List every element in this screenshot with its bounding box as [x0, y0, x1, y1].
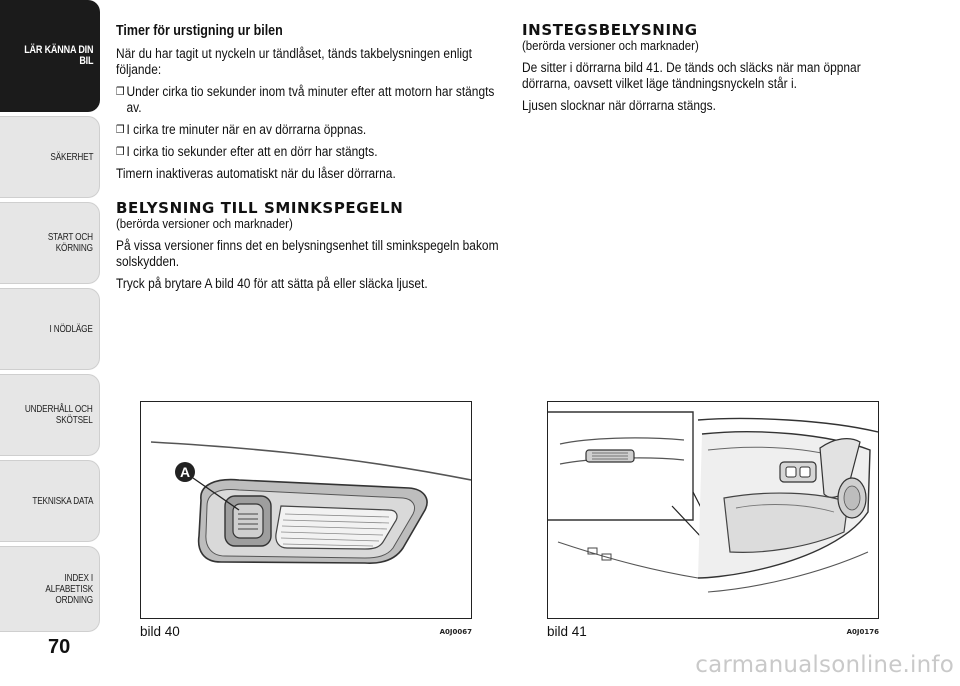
callout-a-label: A [179, 464, 191, 480]
section-title-entry-lights: INSTEGSBELYSNING [522, 21, 698, 39]
watermark: carmanualsonline.info [695, 652, 954, 678]
figure-frame [140, 401, 472, 619]
figure-code: A0J0176 [846, 628, 879, 636]
mirror-paragraph: Tryck på brytare A bild 40 för att sätta på eller släcka ljuset. [116, 276, 428, 291]
left-column [116, 22, 502, 298]
window-switch-panel [780, 462, 816, 482]
timer-outro: Timern inaktiveras automatiskt när du låser dörrarna. [116, 166, 396, 181]
tab-label: TEKNISKA DATA [32, 495, 93, 507]
chapter-tabs [0, 0, 100, 640]
entry-paragraph: Ljusen slocknar när dörrarna stängs. [522, 98, 716, 113]
bullet-icon: ❒ [116, 85, 125, 98]
vanity-mirror-light-illustration [141, 402, 472, 619]
door-courtesy-light-illustration [548, 402, 879, 619]
tab-label: SÄKERHET [50, 151, 93, 163]
timer-heading: Timer för urstigning ur bilen [116, 23, 283, 39]
page-number: 70 [48, 636, 71, 658]
timer-intro: När du har tagit ut nyckeln ur tändlåset, tänds takbelysningen enligt följande: [116, 46, 472, 77]
bullet-icon: ❒ [116, 145, 125, 158]
section-note: (berörda versioner och marknader) [522, 38, 699, 53]
tab-sakerhet[interactable] [0, 116, 100, 198]
bullet-item [116, 84, 502, 116]
tab-start-och-korning[interactable] [0, 202, 100, 284]
tab-underhall-och-skotsel[interactable] [0, 374, 100, 456]
entry-paragraph: De sitter i dörrarna bild 41. De tänds och släcks när man öppnar dörrarna, oavsett vilket läge tändningsnyckeln står i. [522, 60, 861, 91]
figure-41 [547, 401, 879, 639]
figure-caption-row [140, 621, 472, 639]
section-title-mirror: BELYSNING TILL SMINKSPEGELN [116, 199, 404, 217]
tab-index[interactable] [0, 546, 100, 632]
section-note: (berörda versioner och marknader) [116, 216, 293, 231]
right-column [522, 22, 902, 120]
bullet-text: I cirka tre minuter när en av dörrarna öppnas. [126, 122, 367, 137]
figure-caption-row [547, 621, 879, 639]
tab-i-nodlage[interactable] [0, 288, 100, 370]
figure-frame [547, 401, 879, 619]
tab-label: LÄR KÄNNA DIN BIL [23, 44, 93, 67]
figure-caption: bild 40 [140, 624, 180, 639]
figure-code: A0J0067 [439, 628, 472, 636]
bullet-item [116, 122, 502, 138]
mirror-paragraph: På vissa versioner finns det en belysningsenhet till sminkspegeln bakom solskydden. [116, 238, 499, 269]
figure-40 [140, 401, 472, 639]
figure-caption: bild 41 [547, 624, 587, 639]
tab-lar-kanna-din-bil[interactable] [0, 0, 100, 112]
bullet-text: I cirka tio sekunder efter att en dörr har stängts. [126, 144, 378, 159]
tab-tekniska-data[interactable] [0, 460, 100, 542]
bullet-icon: ❒ [116, 123, 125, 136]
tab-label: I NÖDLÄGE [49, 323, 93, 335]
bullet-text: Under cirka tio sekunder inom två minuter efter att motorn har stängts av. [126, 84, 495, 115]
tab-label: UNDERHÅLL OCH SKÖTSEL [25, 404, 93, 426]
tab-label: START OCH KÖRNING [48, 232, 93, 254]
bullet-item [116, 144, 502, 160]
tab-label: INDEX I ALFABETISK ORDNING [45, 572, 93, 606]
